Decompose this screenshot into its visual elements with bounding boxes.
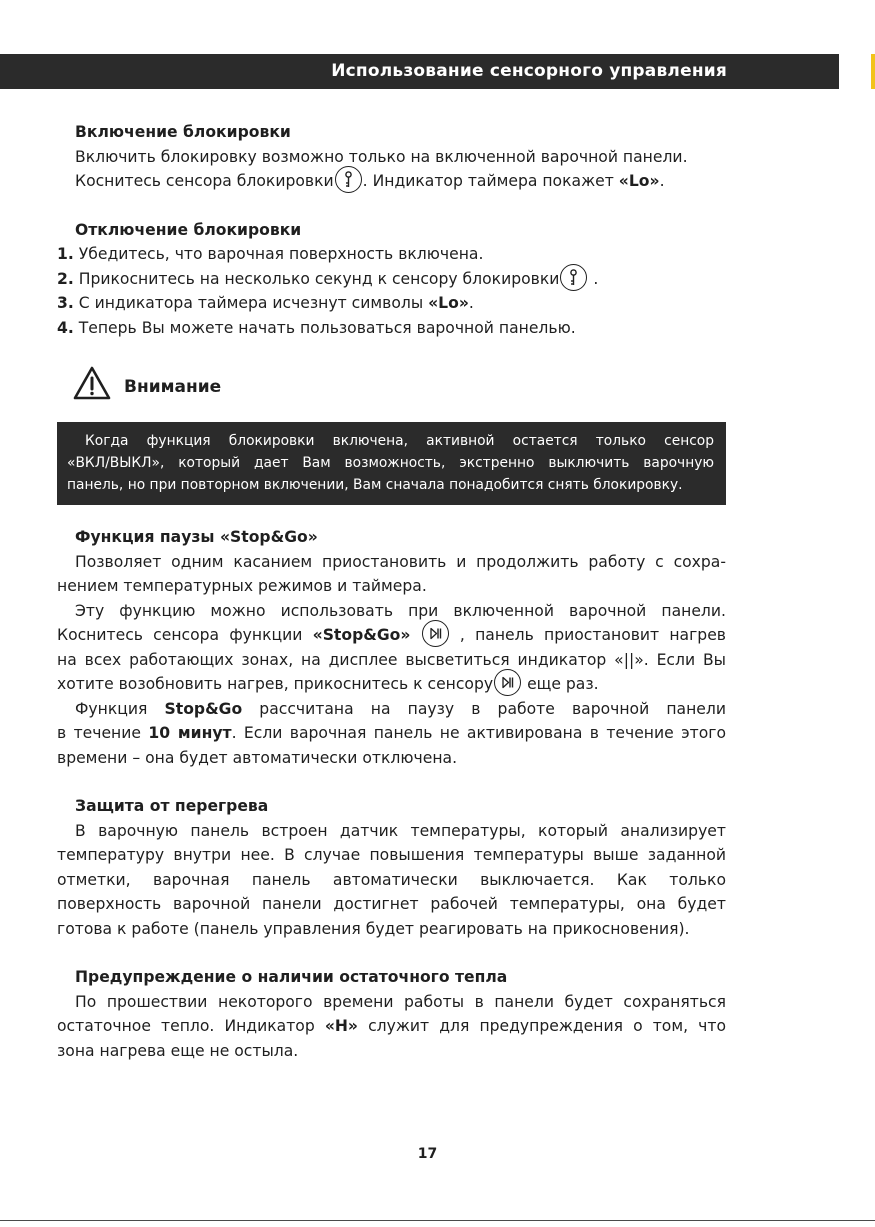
overheat-section <box>57 794 726 941</box>
pause-text-line: хотите возобновить нагрев, прикоснитесь к сенсору еще раз. <box>57 672 726 697</box>
overheat-text-line: готова к работе (панель управления будет реагировать на прикосновения). <box>57 919 690 938</box>
warning-title: Внимание <box>124 376 222 397</box>
pause-text-line: Позволяет одним касанием приостановить и продолжить работу с сохра- <box>75 552 726 571</box>
lock-on-text-line: Включить блокировку возможно только на включенной варочной панели. <box>75 147 688 166</box>
play-pause-icon <box>422 620 449 647</box>
notice-line: «ВКЛ/ВЫКЛ», который дает Вам возможность, экстренно выключить варочную <box>67 455 714 471</box>
notice-line: Когда функция блокировки включена, активной остается только сенсор <box>85 433 714 449</box>
lock-on-section <box>57 120 726 194</box>
residual-heat-heading: Предупреждение о наличии остаточного тепла <box>75 968 508 986</box>
overheat-text-line: температуру внутри нее. В случае повышения температуры выше заданной <box>57 846 726 864</box>
pause-section <box>57 525 726 770</box>
pause-text-line: времени – она будет автоматически отключена. <box>57 748 458 767</box>
pause-text-line: Эту функцию можно использовать при включенной варочной панели. <box>75 601 726 620</box>
pause-text-line: Функция Stop&Go рассчитана на паузу в работе варочной панели <box>75 699 726 718</box>
overheat-heading: Защита от перегрева <box>75 797 269 815</box>
residual-text-line: По прошествии некоторого времени работы в панели будет сохраняться <box>75 992 726 1011</box>
pause-text-line: нением температурных режимов и таймера. <box>57 577 427 595</box>
warning-callout <box>57 364 726 410</box>
warning-notice-box <box>57 422 726 505</box>
section-tab-marker <box>871 54 875 89</box>
residual-text-line: зона нагрева еще не остыла. <box>57 1041 299 1060</box>
page-number: 17 <box>417 1146 438 1162</box>
residual-text-line: остаточное тепло. Индикатор «H» служит для предупреждения о том, что <box>57 1017 726 1035</box>
overheat-text-line: отметки, варочная панель автоматически выключается. Как только <box>57 870 726 889</box>
lock-off-heading: Отключение блокировки <box>75 220 302 239</box>
notice-line: панель, но при повторном включении, Вам сначала понадобится снять блокировку. <box>67 477 683 493</box>
list-item: 4. Теперь Вы можете начать пользоваться варочной панелью. <box>57 318 576 337</box>
pause-heading: Функция паузы «Stop&Go» <box>75 528 318 546</box>
pause-text-line: в течение 10 минут. Если варочная панель не активирована в течение этого <box>57 724 727 742</box>
pause-text-line: Коснитесь сенсора функции «Stop&Go» , панель приостановит нагрев <box>57 623 726 648</box>
lock-on-heading: Включение блокировки <box>75 123 291 141</box>
key-lock-icon <box>560 264 587 291</box>
page-title: Использование сенсорного управления <box>331 61 727 81</box>
pause-text-line: на всех работающих зонах, на дисплее высветиться индикатор «||». Если Вы <box>57 650 726 669</box>
page-content <box>57 120 726 1087</box>
key-lock-icon <box>335 166 362 193</box>
lock-on-text-line: Коснитесь сенсора блокировки . Индикатор таймера покажет «Lo». <box>57 169 726 194</box>
play-pause-icon <box>494 669 521 696</box>
overheat-text-line: поверхность варочной панели достигнет рабочей температуры, она будет <box>57 895 726 913</box>
list-item: 1. Убедитесь, что варочная поверхность включена. <box>57 245 484 263</box>
residual-heat-section <box>57 965 726 1063</box>
list-item: 2. Прикоснитесь на несколько секунд к сенсору блокировки . <box>57 267 726 292</box>
header-bar <box>0 54 839 89</box>
warning-triangle-icon <box>72 365 112 409</box>
bottom-rule <box>0 1220 875 1221</box>
overheat-text-line: В варочную панель встроен датчик температуры, который анализирует <box>75 821 726 840</box>
list-item: 3. С индикатора таймера исчезнут символы «Lo». <box>57 294 474 312</box>
lock-off-section <box>57 218 726 341</box>
